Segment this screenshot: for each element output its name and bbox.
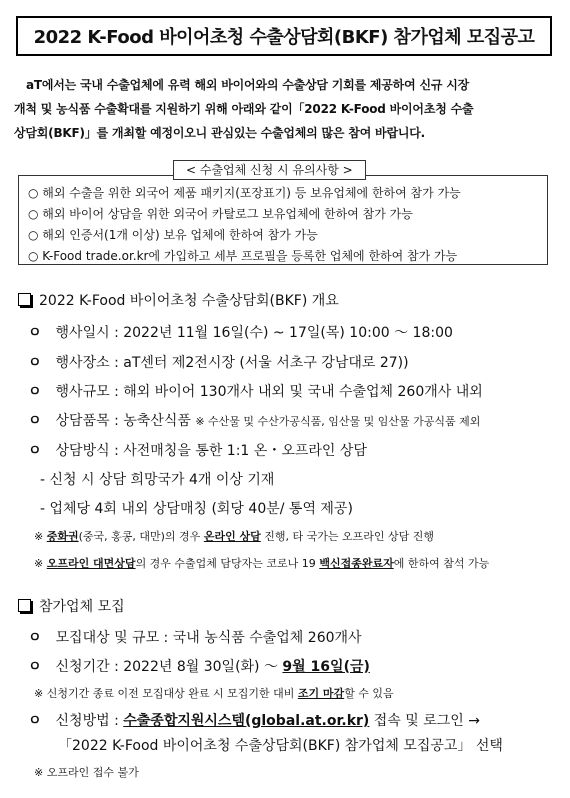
note-china xyxy=(34,528,434,544)
intro-line-3: 상담회(BKF)」를 개최할 예정이오니 관심있는 수출업체의 많은 참여 바랍니다. xyxy=(14,126,425,140)
apply-method xyxy=(28,710,480,730)
event-date xyxy=(28,322,453,342)
bullet-icon: ㅇ xyxy=(28,355,42,371)
note-offline-vaccinated: 백신접종완료자 xyxy=(319,557,394,570)
method-sub-2: - 업체당 4회 내외 상담매칭 (회당 40분/ 통역 제공) xyxy=(40,501,353,517)
recruit-period-text: 신청기간 : 2022년 8월 30일(화) ～ xyxy=(55,659,283,675)
note-china-online: 온라인 상담 xyxy=(203,530,261,543)
event-venue-text: 행사장소 : aT센터 제2전시장 (서울 서초구 강남대로 27)) xyxy=(55,355,409,371)
event-items-note: ※ 수산물 및 수산가공식품, 임산물 및 임산물 가공식품 제외 xyxy=(195,415,481,428)
note-offline xyxy=(34,555,489,571)
event-date-text: 행사일시 : 2022년 11월 16일(수) ~ 17일(목) 10:00 ～ 18:00 xyxy=(55,325,453,341)
note-offline-text: 의 경우 수출업체 담당자는 코로나 19 xyxy=(135,557,320,570)
bullet-icon: ㅇ xyxy=(28,325,42,341)
offline-note: ※ 오프라인 접수 불가 xyxy=(34,766,139,779)
intro-line-2: 개척 및 농식품 수출확대를 지원하기 위해 아래와 같이「2022 K-Food 바이어초청 수출 xyxy=(14,102,474,116)
note-mark: ※ xyxy=(34,530,47,543)
notice-item: ○ 해외 수출을 위한 외국어 제품 패키지(포장표기) 등 보유업체에 한하여 참가 가능 xyxy=(28,186,461,200)
note-china-rest: 진행, 타 국가는 오프라인 상담 진행 xyxy=(260,530,435,543)
apply-rest-text: 접속 및 로그인 → xyxy=(369,713,480,729)
bullet-icon: ㅇ xyxy=(28,659,42,675)
period-note-early: 조기 마감 xyxy=(297,687,345,700)
notice-label: < 수출업체 신청 시 유의사항 > xyxy=(173,160,366,180)
note-mark: ※ xyxy=(34,557,47,570)
event-items xyxy=(28,410,480,430)
recruit-target xyxy=(28,627,362,647)
event-method xyxy=(28,440,367,460)
page-title: 2022 K-Food 바이어초청 수출상담회(BKF) 참가업체 모집공고 xyxy=(16,16,552,56)
event-scale xyxy=(28,381,483,401)
checkbox-square-icon xyxy=(18,293,31,306)
event-scale-text: 행사규모 : 해외 바이어 130개사 내외 및 국내 수출업체 260개사 내외 xyxy=(55,384,483,400)
recruit-heading xyxy=(18,596,125,616)
event-items-text: 상담품목 : 농축산식품 xyxy=(55,413,191,429)
note-offline-rest: 에 한하여 참석 가능 xyxy=(393,557,490,570)
period-note-text: ※ 신청기간 종료 이전 모집대상 완료 시 모집기한 대비 xyxy=(34,687,298,700)
recruit-target-text: 모집대상 및 규모 : 국내 농식품 수출업체 260개사 xyxy=(55,630,362,646)
period-note xyxy=(34,685,394,701)
period-note-rest: 할 수 있음 xyxy=(344,687,394,700)
notice-item: ○ K-Food trade.or.kr에 가입하고 세부 프로필을 등록한 업체에 한하여 참가 가능 xyxy=(28,249,458,263)
recruit-heading-text: 참가업체 모집 xyxy=(39,599,125,615)
method-sub-1: - 신청 시 상담 희망국가 4개 이상 기재 xyxy=(40,472,275,488)
note-china-text: (중국, 홍콩, 대만)의 경우 xyxy=(78,530,204,543)
bullet-icon: ㅇ xyxy=(28,413,42,429)
overview-heading-text: 2022 K-Food 바이어초청 수출상담회(BKF) 개요 xyxy=(39,293,339,309)
note-offline-meeting: 오프라인 대면상담 xyxy=(46,557,136,570)
notice-item: ○ 해외 바이어 상담을 위한 외국어 카탈로그 보유업체에 한하여 참가 가능 xyxy=(28,207,413,221)
recruit-period xyxy=(28,656,370,676)
event-venue xyxy=(28,352,409,372)
overview-heading xyxy=(18,290,339,310)
event-method-text: 상담방식 : 사전매칭을 통한 1:1 온・오프라인 상담 xyxy=(55,443,367,459)
apply-label: 신청방법 : xyxy=(55,713,124,729)
bullet-icon: ㅇ xyxy=(28,443,42,459)
bullet-icon: ㅇ xyxy=(28,384,42,400)
recruit-deadline: 9월 16일(금) xyxy=(282,659,370,675)
apply-system-link[interactable]: 수출종합지원시스템(global.at.or.kr) xyxy=(123,713,370,729)
bullet-icon: ㅇ xyxy=(28,630,42,646)
notice-item: ○ 해외 인증서(1개 이상) 보유 업체에 한하여 참가 가능 xyxy=(28,228,318,242)
apply-method-line-2: 「2022 K-Food 바이어초청 수출상담회(BKF) 참가업체 모집공고」 선택 xyxy=(58,738,503,754)
checkbox-square-icon xyxy=(18,599,31,612)
intro-line-1: aT에서는 국내 수출업체에 유력 해외 바이어와의 수출상담 기회를 제공하여 신규 시장 xyxy=(26,78,469,92)
note-china-region: 중화권 xyxy=(46,530,79,543)
bullet-icon: ㅇ xyxy=(28,713,42,729)
